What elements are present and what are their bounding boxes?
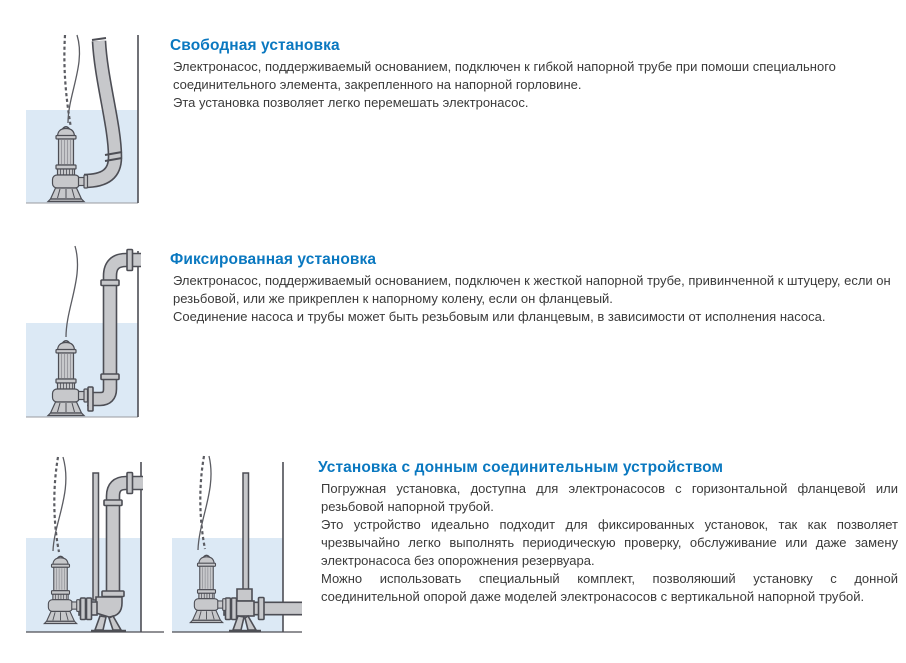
section-bottom-coupling bbox=[318, 458, 898, 606]
pipe-flange bbox=[101, 374, 119, 380]
coupling-flange bbox=[102, 591, 124, 597]
pipe-flange bbox=[259, 598, 265, 620]
bottom-coupling-vertical-pipe-diagram bbox=[16, 452, 166, 658]
guide-rail bbox=[93, 473, 99, 600]
power-cable bbox=[68, 35, 80, 123]
free-installation-diagram bbox=[18, 28, 163, 223]
pipe-flange bbox=[101, 280, 119, 286]
section-paragraph: Электронасос, поддерживаемый основанием, подключен к жесткой напорной трубе, привинченной к штуцеру, если он резьбовой, или же прикреплен к напорному колену, если он фланцевый. bbox=[173, 273, 891, 306]
section-paragraph: Соединение насоса и трубы может быть резьбовым или фланцевым, в зависимости от исполнения насоса. bbox=[173, 309, 826, 324]
section-fixed-installation bbox=[170, 250, 900, 326]
section-title: Установка с донным соединительным устройством bbox=[318, 459, 724, 476]
outlet-flange bbox=[81, 598, 86, 620]
duckfoot-bend bbox=[96, 597, 122, 617]
lifting-chain bbox=[200, 456, 205, 549]
section-title: Фиксированная установка bbox=[170, 251, 377, 268]
fixed-installation-diagram bbox=[18, 241, 163, 437]
section-paragraph: Погружная установка, доступна для электронасосов с горизонтальной фланцевой или резьбовой напорной трубой. bbox=[321, 481, 898, 514]
outlet-flange bbox=[88, 387, 93, 411]
section-title: Свободная установка bbox=[170, 37, 340, 54]
guide-rail bbox=[243, 473, 249, 595]
outlet-flange bbox=[232, 598, 237, 620]
section-free-installation bbox=[170, 36, 900, 112]
rail-bracket bbox=[237, 589, 252, 601]
bottom-coupling-horizontal-pipe-diagram bbox=[166, 452, 311, 658]
section-paragraph: Это устройство идеально подходит для фиксированных установок, так как позволяет чрезвычайно легко выполнять периодическую проверку, обслуживание или даже замену электронасоса без опорожнения резервуара. bbox=[321, 517, 898, 568]
wall-flange bbox=[127, 473, 133, 494]
wall-flange bbox=[127, 250, 133, 271]
outlet-flange bbox=[87, 598, 92, 620]
section-paragraph: Эта установка позволяет легко перемешать электронасос. bbox=[173, 95, 529, 110]
water bbox=[26, 323, 138, 417]
section-paragraph: Электронасос, поддерживаемый основанием, подключен к гибкой напорной трубе при помоши специального соединительного элемента, закрепленного на напорной горловине. bbox=[173, 59, 836, 92]
section-paragraph: Можно использовать специальный комплект, позволяюший установку с донной соединительной опорой даже моделей электронасосов с вертикальной напорной трубой. bbox=[321, 571, 898, 604]
pipe-flange bbox=[104, 500, 122, 506]
